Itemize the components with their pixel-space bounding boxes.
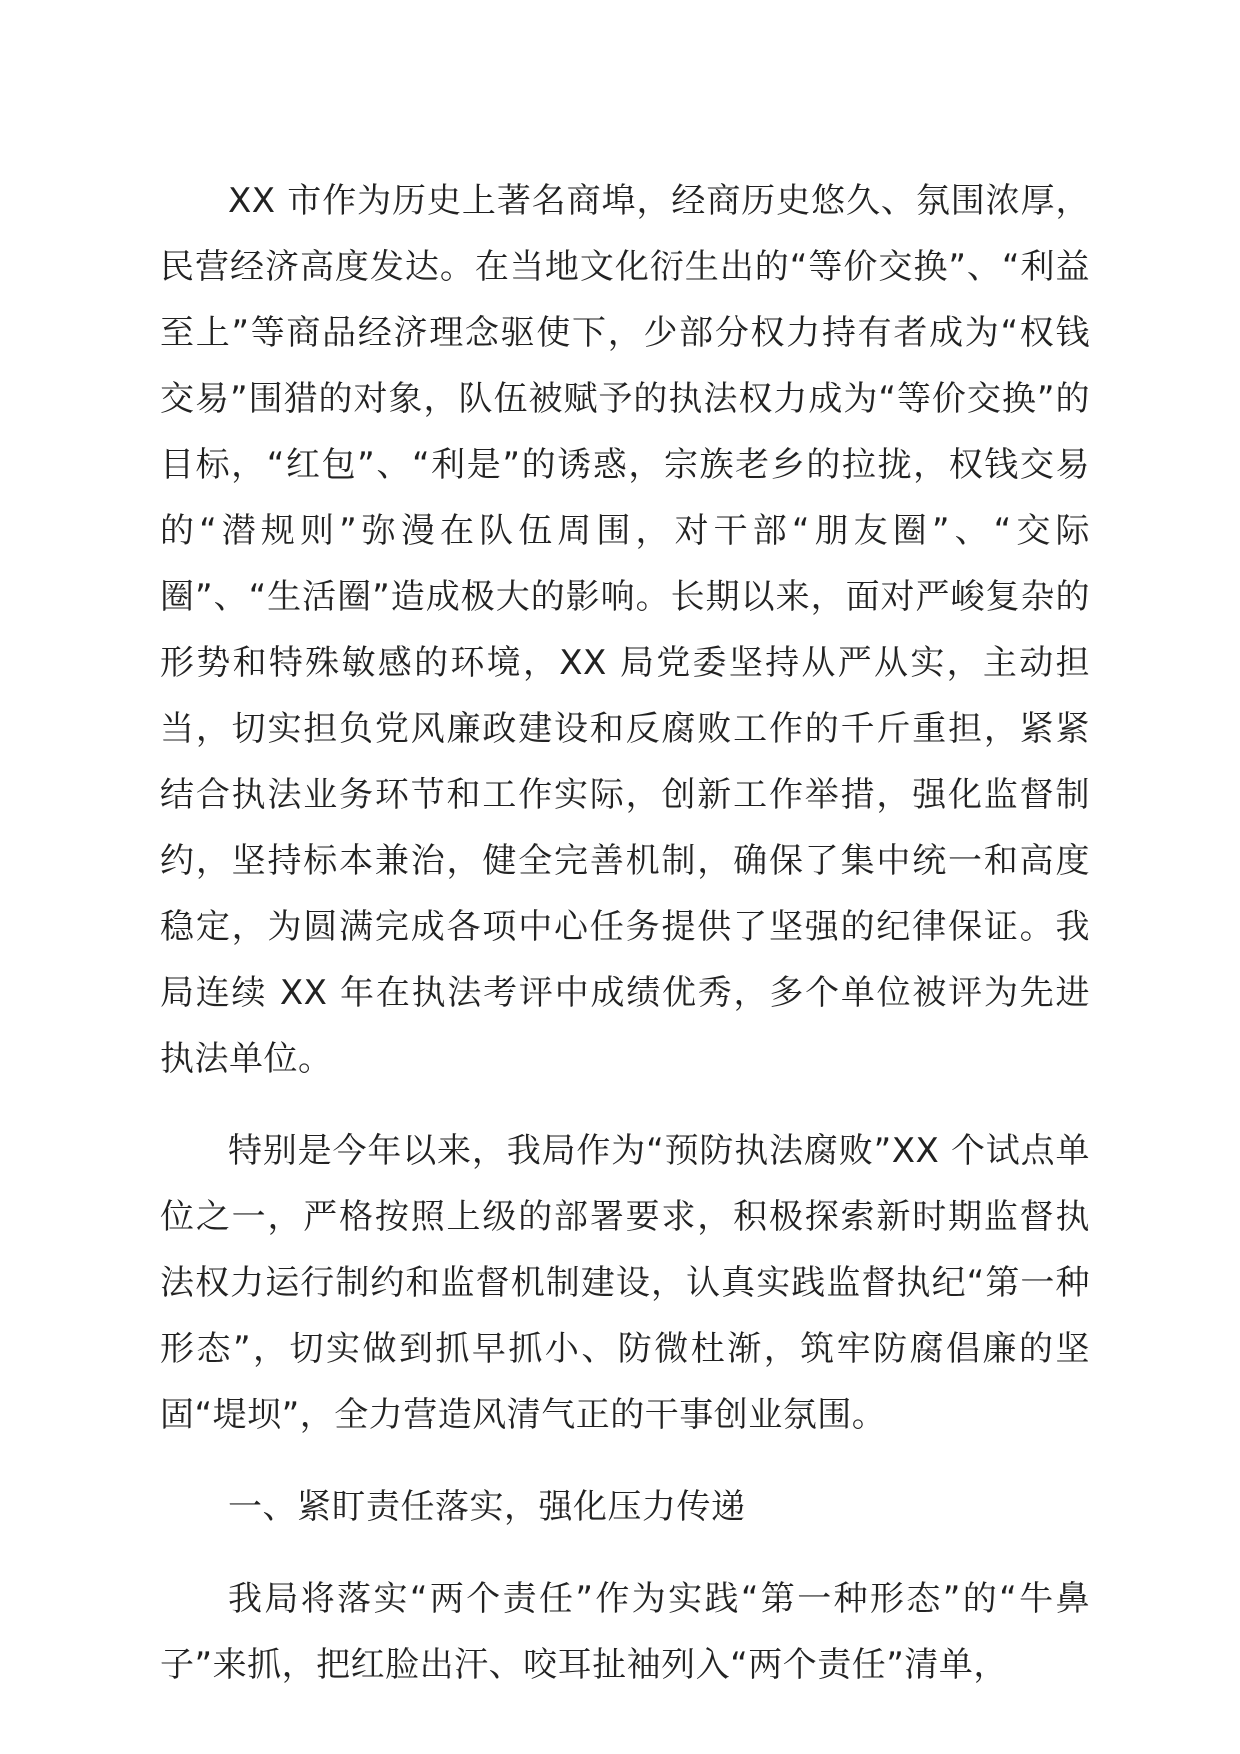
section-paragraph: 我局将落实“两个责任”作为实践“第一种形态”的“牛鼻子”来抓，把红脸出汗、咬耳扯袖列入“两个责任”清单，: [160, 1579, 1090, 1685]
document-page: [160, 168, 1090, 1724]
body-paragraph-pilot: 特别是今年以来，我局作为“预防执法腐败”XX 个试点单位之一，严格按照上级的部署要求，积极探索新时期监督执法权力运行制约和监督机制建设，认真实践监督执纪“第一种形态”，切实做到抓早抓小、防微杜渐，筑牢防腐倡廉的坚固“堤坝”，全力营造风清气正的干事创业氛围。: [160, 1131, 1090, 1435]
section-heading: 一、紧盯责任落实，强化压力传递: [228, 1487, 746, 1527]
body-paragraph-intro: XX 市作为历史上著名商埠，经商历史悠久、氛围浓厚，民营经济高度发达。在当地文化衍生出的“等价交换”、“利益至上”等商品经济理念驱使下，少部分权力持有者成为“权钱交易”围猎的对象，队伍被赋予的执法权力成为“等价交换”的目标，“红包”、“利是”的诱惑，宗族老乡的拉拢，权钱交易的“潜规则”弥漫在队伍周围，对干部“朋友圈”、“交际圈”、“生活圈”造成极大的影响。长期以来，面对严峻复杂的形势和特殊敏感的环境，XX 局党委坚持从严从实，主动担当，切实担负党风廉政建设和反腐败工作的千斤重担，紧紧结合执法业务环节和工作实际，创新工作举措，强化监督制约，坚持标本兼治，健全完善机制，确保了集中统一和高度稳定，为圆满完成各项中心任务提供了坚强的纪律保证。我局连续 XX 年在执法考评中成绩优秀，多个单位被评为先进执法单位。: [160, 181, 1090, 1079]
